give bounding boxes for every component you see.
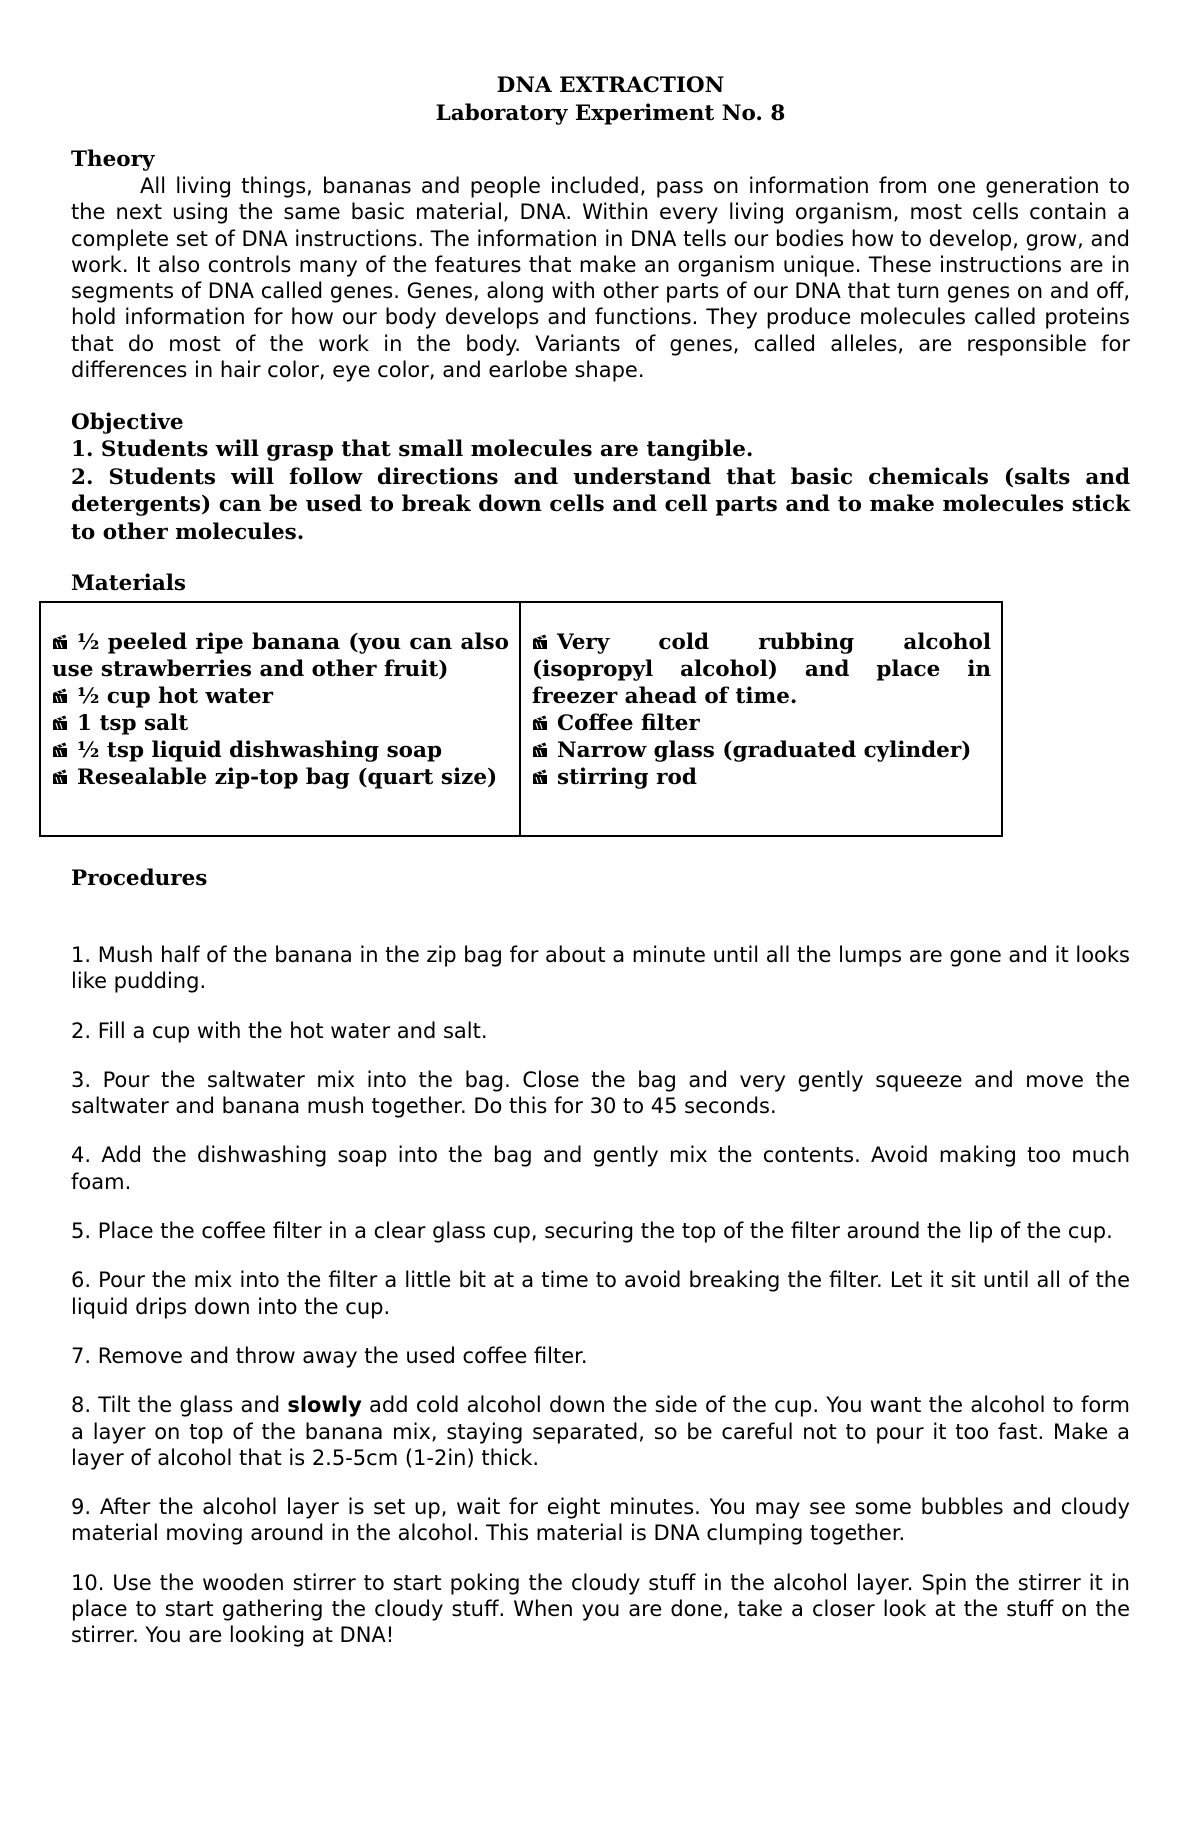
- clapperboard-icon: [532, 630, 548, 647]
- materials-left-column: [41, 603, 521, 835]
- clapperboard-icon: [52, 738, 68, 755]
- material-item: ½ tsp liquid dishwashing soap: [52, 737, 509, 764]
- material-item: Narrow glass (graduated cylinder): [532, 737, 991, 764]
- title-block: [91, 72, 1130, 128]
- clapperboard-icon: [532, 738, 548, 755]
- theory-paragraph: All living things, bananas and people included, pass on information from one generation to the next using the same basic material, DNA. Within every living organism, most cells contain a complete set of DNA instructions. The information in DNA tells our bodies how to develop, grow, and work. It also controls many of the features that make an organism unique. These instructions are in segments of DNA called genes. Genes, along with other parts of our DNA that turn genes on and off, hold information for how our body develops and functions. They produce molecules called proteins that do most of the work in the body. Variants of genes, called alleles, are responsible for differences in hair color, eye color, and earlobe shape.: [71, 174, 1130, 383]
- procedures-list: [71, 942, 1130, 1649]
- clapperboard-icon: [52, 630, 68, 647]
- document-subtitle: Laboratory Experiment No. 8: [435, 101, 786, 126]
- material-item: stirring rod: [532, 764, 991, 791]
- clapperboard-icon: [532, 765, 548, 782]
- clapperboard-icon: [52, 765, 68, 782]
- procedure-step-10: 10. Use the wooden stirrer to start poking the cloudy stuff in the alcohol layer. Spin the stirrer it in place to start gathering the cloudy stuff. When you are done, take a closer look at the stuff on the stirrer. You are looking at DNA!: [71, 1570, 1130, 1648]
- materials-table: [39, 601, 1003, 837]
- emphasis-slowly: slowly: [287, 1393, 362, 1418]
- material-item: ½ peeled ripe banana (you can also use strawberries and other fruit): [52, 630, 509, 682]
- procedure-step-7: 7. Remove and throw away the used coffee filter.: [71, 1343, 588, 1368]
- material-item: ½ cup hot water: [52, 683, 509, 710]
- clapperboard-icon: [52, 684, 68, 701]
- clapperboard-icon: [532, 711, 548, 728]
- procedures-heading: Procedures: [71, 866, 208, 891]
- procedure-step-8: 8. Tilt the glass and slowly add cold alcohol down the side of the cup. You want the alcohol to form a layer on top of the banana mix, staying separated, so be careful not to pour it too fast. Make a layer of alcohol that is 2.5-5cm (1-2in) thick.: [71, 1393, 1131, 1470]
- objective-heading: Objective: [71, 410, 184, 436]
- procedure-step-3: 3. Pour the saltwater mix into the bag. Close the bag and very gently squeeze and move the saltwater and banana mush together. Do this for 30 to 45 seconds.: [71, 1067, 1130, 1119]
- objective-item-2: 2. Students will follow directions and understand that basic chemicals (salts and detergents) can be used to break down cells and cell parts and to make molecules stick to other molecules.: [71, 464, 1130, 545]
- document-title: DNA EXTRACTION: [496, 73, 725, 98]
- material-item: Resealable zip-top bag (quart size): [52, 764, 509, 791]
- procedure-step-2: 2. Fill a cup with the hot water and salt.: [71, 1018, 488, 1043]
- material-item: 1 tsp salt: [52, 710, 509, 737]
- objective-item-1: 1. Students will grasp that small molecules are tangible.: [71, 437, 754, 463]
- procedure-step-5: 5. Place the coffee filter in a clear glass cup, securing the top of the filter around the lip of the cup.: [71, 1219, 1113, 1244]
- material-item: Coffee filter: [532, 710, 991, 737]
- procedure-step-1: 1. Mush half of the banana in the zip bag for about a minute until all the lumps are gone and it looks like pudding.: [71, 943, 1130, 994]
- materials-right-column: [521, 603, 1001, 835]
- materials-heading: Materials: [71, 571, 187, 596]
- procedure-step-6: 6. Pour the mix into the filter a little bit at a time to avoid breaking the filter. Let it sit until all of the liquid drips down into the cup.: [71, 1268, 1130, 1319]
- procedure-step-4: 4. Add the dishwashing soap into the bag and gently mix the contents. Avoid making too much foam.: [71, 1143, 1130, 1194]
- theory-heading: Theory: [71, 147, 155, 172]
- material-item: Very cold rubbing alcohol (isopropyl alcohol) and place in freezer ahead of time.: [532, 630, 991, 709]
- procedure-step-9: 9. After the alcohol layer is set up, wait for eight minutes. You may see some bubbles and cloudy material moving around in the alcohol. This material is DNA clumping together.: [71, 1495, 1130, 1546]
- clapperboard-icon: [52, 711, 68, 728]
